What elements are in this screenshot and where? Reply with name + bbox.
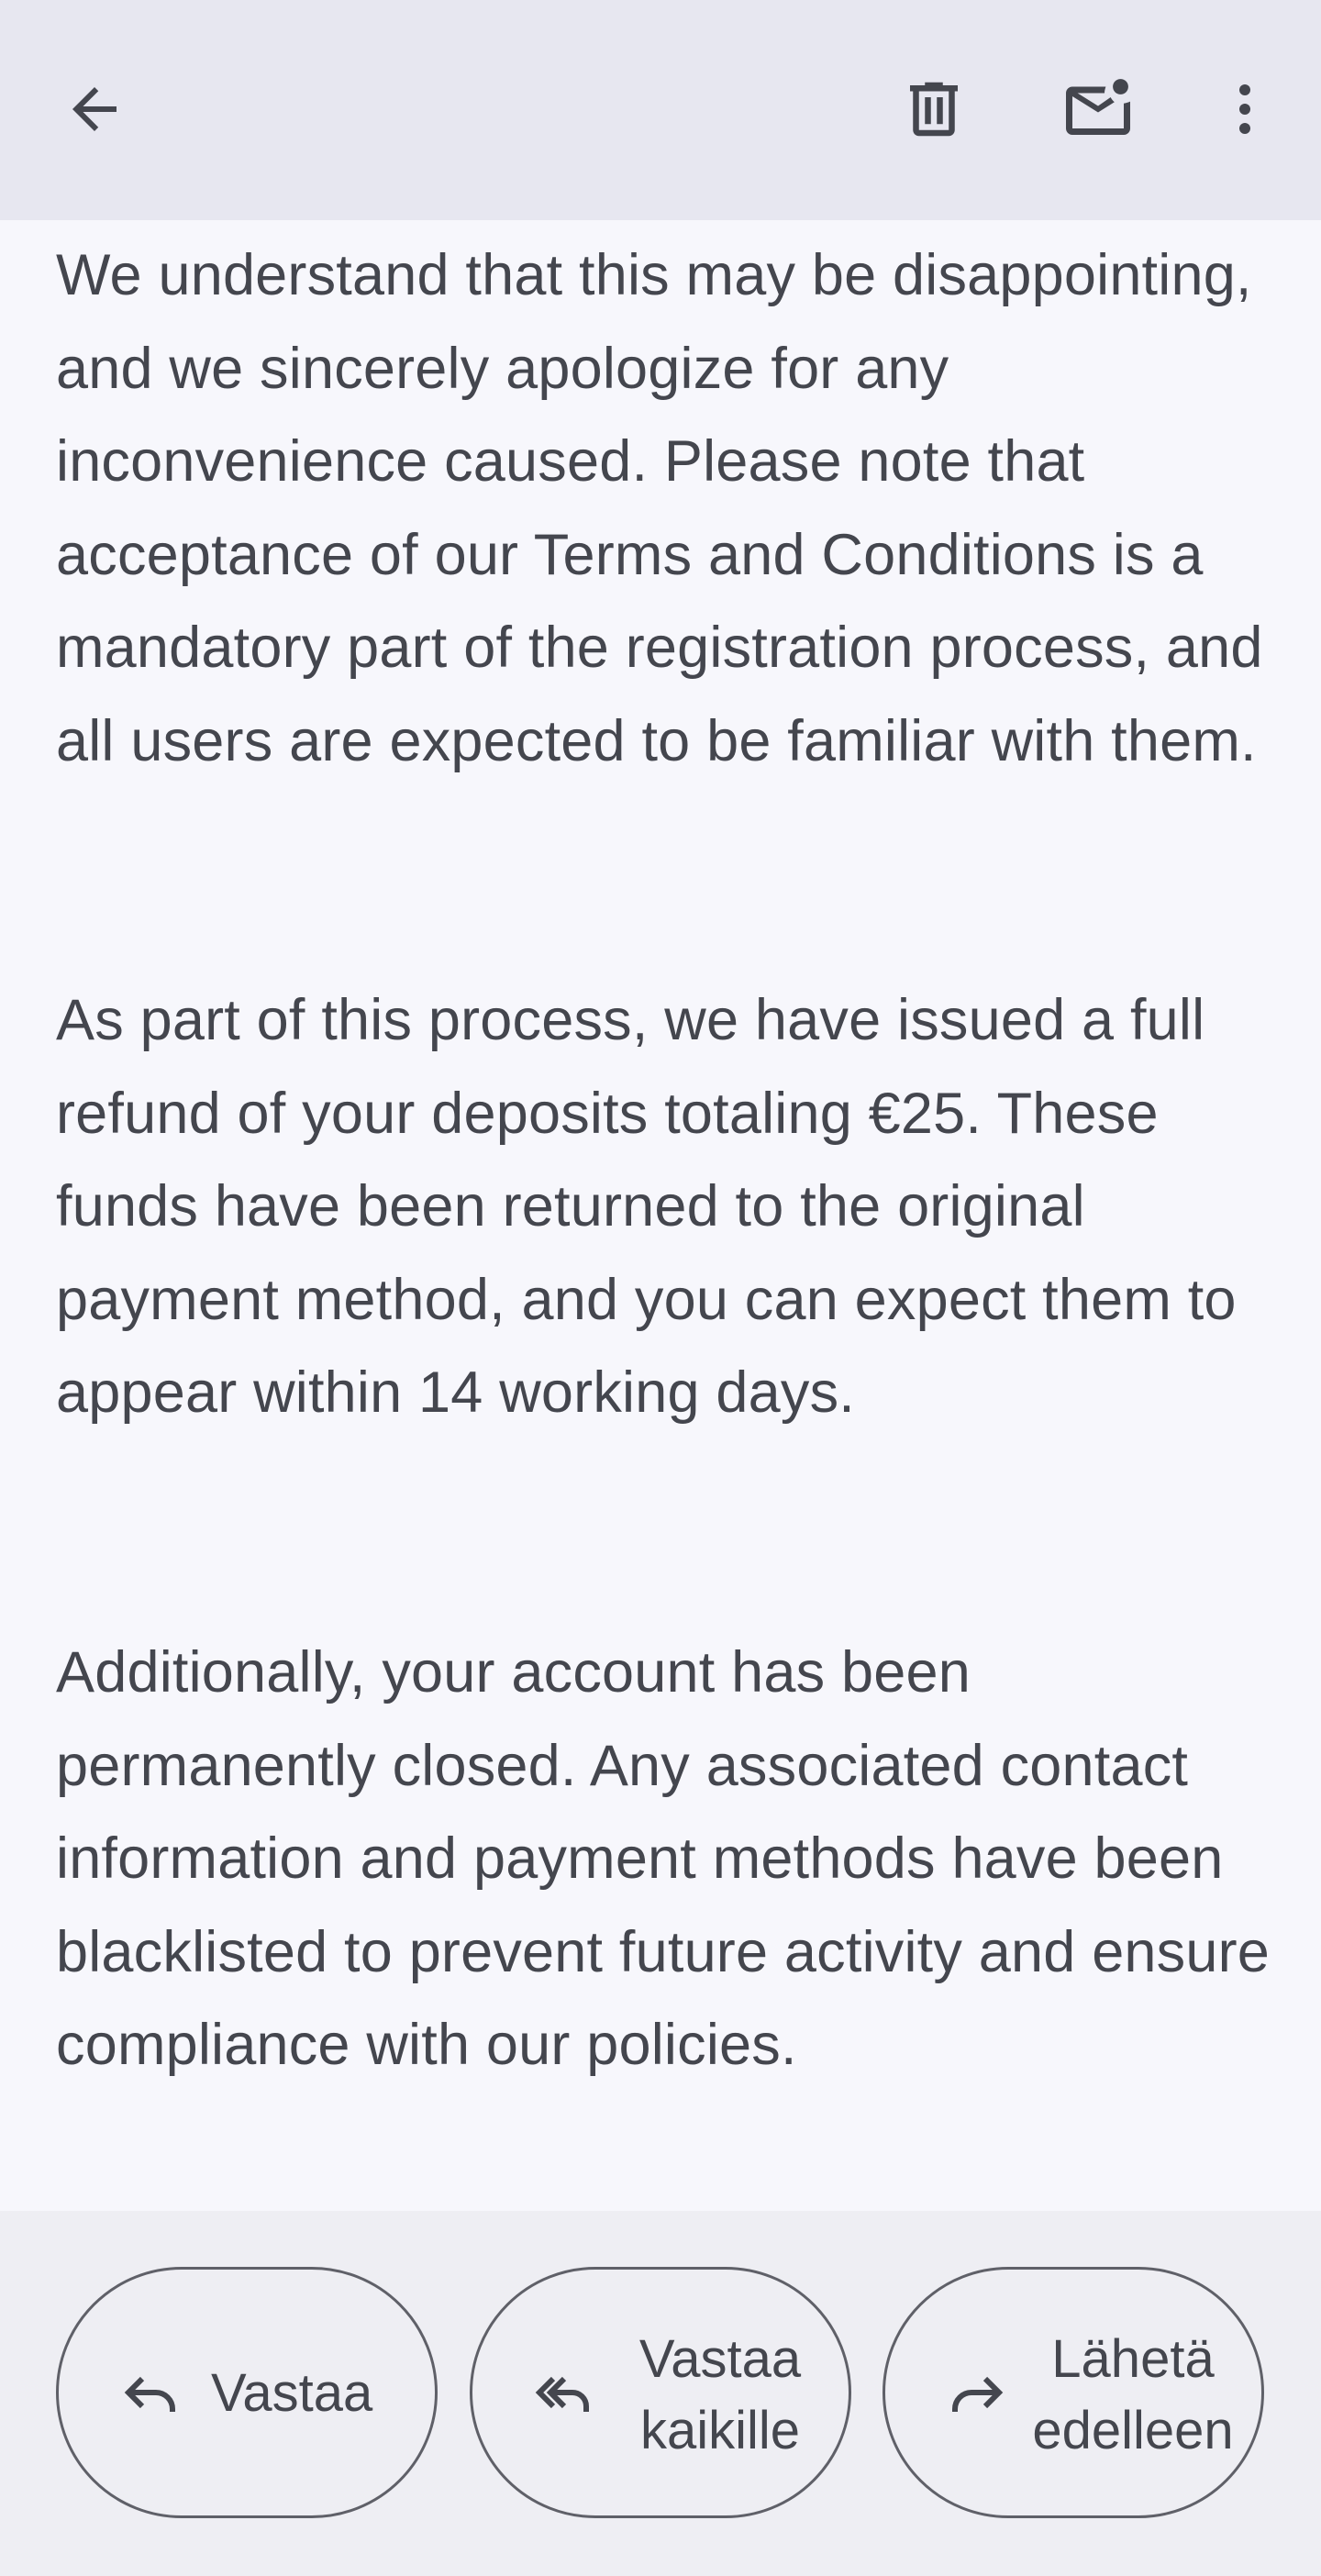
reply-all-label — [619, 2324, 821, 2467]
delete-button[interactable] — [879, 54, 989, 164]
trash-icon — [898, 73, 970, 145]
forward-label-line1: Lähetä — [1051, 2329, 1215, 2389]
forward-label-line2: edelleen — [1032, 2401, 1234, 2460]
more-options-button[interactable] — [1190, 54, 1300, 164]
message-paragraph: As part of this process, we have issued a full refund of your deposits totaling €25. These funds have been returned to the original payment method, and you can expect them to appear within 14 working days. — [56, 988, 1237, 1426]
reply-icon — [117, 2359, 183, 2426]
message-body — [0, 220, 1321, 2211]
message-paragraph: We understand that this may be disappointing, and we sincerely apologize for any inconvenience caused. Please note that acceptance of our Terms and Conditions is a mandatory part of the registration process, and all users are expected to be familiar with them. — [56, 243, 1263, 773]
forward-label — [1014, 2324, 1252, 2467]
mail-unread-icon — [1060, 71, 1137, 148]
reply-all-button[interactable] — [470, 2267, 851, 2518]
forward-icon — [944, 2359, 1010, 2426]
reply-all-icon — [531, 2359, 597, 2426]
back-button[interactable] — [39, 54, 150, 164]
reply-button[interactable] — [56, 2267, 438, 2518]
reply-all-label-line1: Vastaa — [638, 2329, 802, 2389]
reply-label: Vastaa — [211, 2363, 373, 2423]
mark-unread-button[interactable] — [1043, 54, 1153, 164]
more-vert-icon — [1212, 76, 1278, 142]
top-app-bar — [0, 0, 1321, 220]
bottom-action-bar — [0, 2211, 1321, 2576]
message-paragraph: Additionally, your account has been permanently closed. Any associated contact information and payment methods have been blacklisted to prevent future activity and ensure compliance with our policies. — [56, 1640, 1271, 2078]
reply-all-label-line2: kaikille — [639, 2401, 801, 2460]
arrow-back-icon — [61, 76, 128, 142]
forward-button[interactable] — [883, 2267, 1264, 2518]
